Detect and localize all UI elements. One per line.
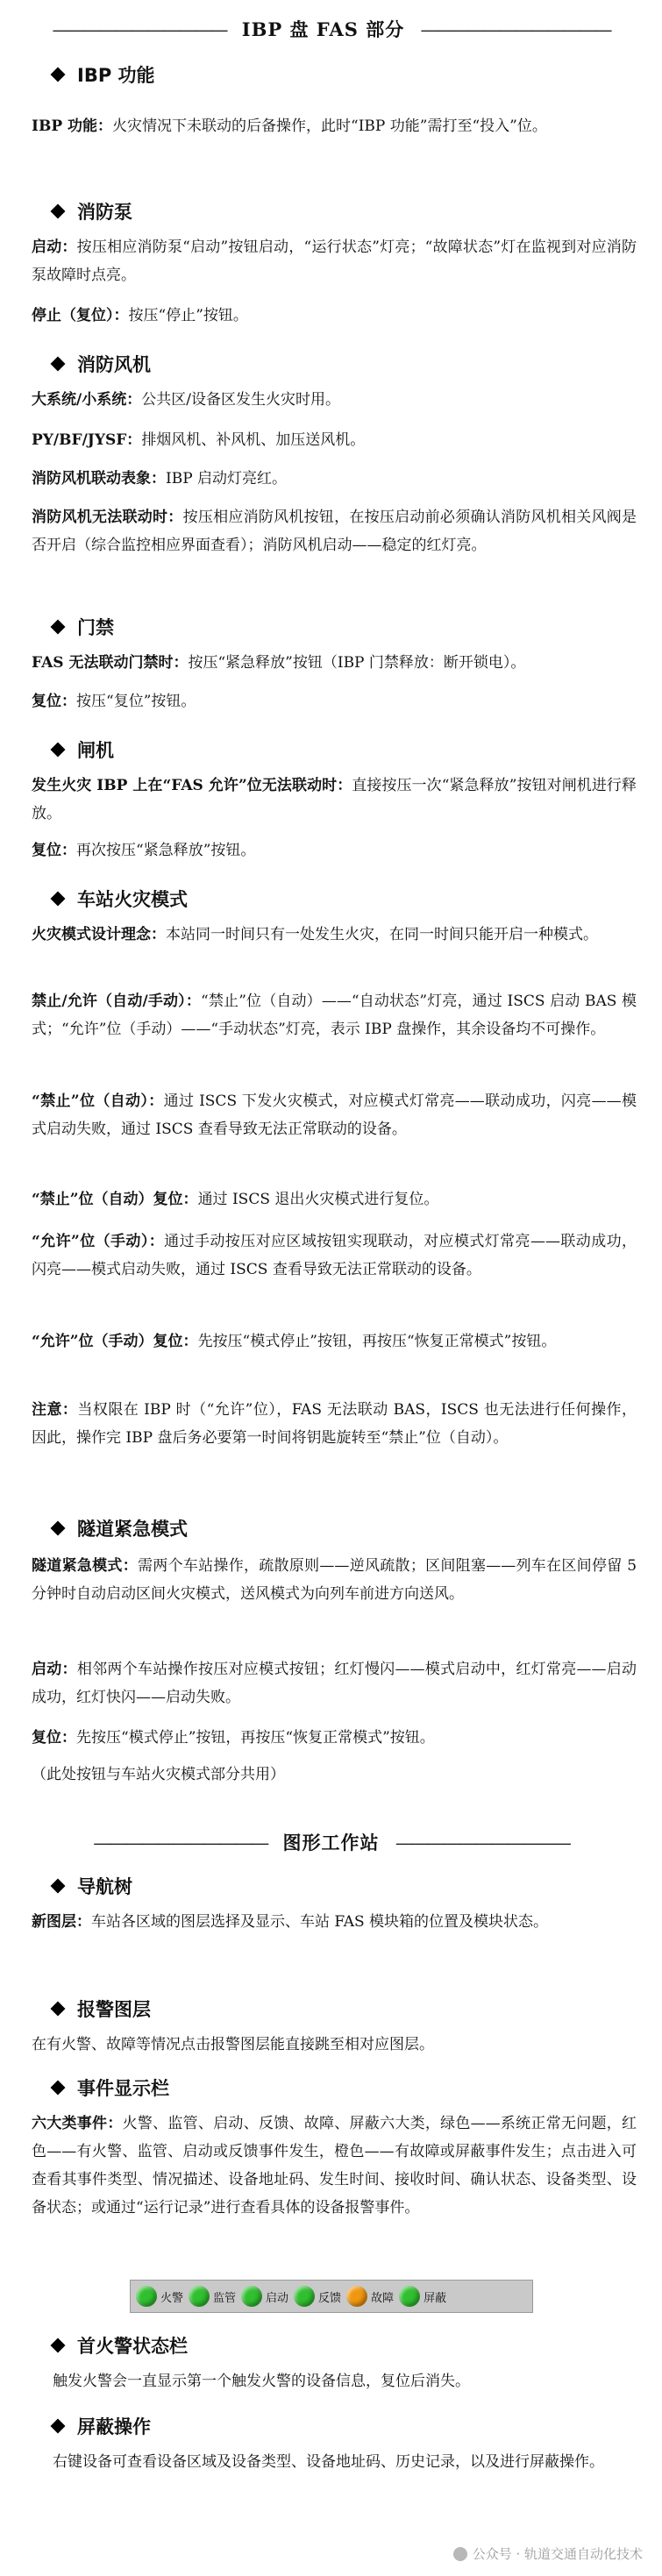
heading-shield-operation: 屏蔽操作 bbox=[53, 2413, 151, 2439]
diamond-bullet-icon bbox=[51, 620, 66, 635]
paragraph-tunnel-note: （此处按钮与车站火灾模式部分共用） bbox=[32, 1766, 285, 1783]
heading-ibp-function: IBP 功能 bbox=[53, 61, 155, 88]
paragraph-event-types: 六大类事件：火警、监管、启动、反馈、故障、屏蔽六大类，绿色——系统正常无问题，红色——有火警、监管、启动或反馈事件发生，橙色——有故障或屏蔽事件发生；点击进入可查看其事件类型、情况描述、设备地址码、发生时间、接收时间、确认状态、设备类型、设备状态；或通过“运行记录”进行查看具体的设备报警事件。 bbox=[32, 2115, 637, 2217]
paragraph-pump-start: 启动：按压相应消防泵“启动”按钮启动，“运行状态”灯亮；“故障状态”灯在监视到对应消防泵故障时点亮。 bbox=[32, 238, 637, 284]
status-dot-icon bbox=[241, 2286, 262, 2307]
paragraph-fan-types: PY/BF/JYSF：排烟风机、补风机、加压送风机。 bbox=[32, 431, 366, 449]
paragraph-ibp-function: IBP 功能：火灾情况下未联动的后备操作，此时“IBP 功能”需打至“投入”位。 bbox=[32, 117, 547, 135]
status-dot-icon bbox=[189, 2286, 210, 2307]
diamond-bullet-icon bbox=[51, 68, 66, 82]
paragraph-door-release: FAS 无法联动门禁时：按压“紧急释放”按钮（IBP 门禁释放：断开锁电）。 bbox=[32, 654, 526, 672]
status-dot-icon bbox=[346, 2286, 367, 2307]
heading-alarm-layer: 报警图层 bbox=[53, 1996, 151, 2022]
paragraph-fan-linkage: 消防风机联动表象：IBP 启动灯亮红。 bbox=[32, 470, 288, 487]
paragraph-shield: 右键设备可查看设备区域及设备类型、设备地址码、历史记录，以及进行屏蔽操作。 bbox=[53, 2453, 604, 2471]
heading-access-control: 门禁 bbox=[53, 614, 114, 640]
event-pill-start[interactable]: 启动 bbox=[241, 2286, 288, 2307]
paragraph-fire-forbid-allow: 禁止/允许（自动/手动）：“禁止”位（自动）——“自动状态”灯亮，通过 ISCS 启动 BAS 模式；“允许”位（手动）——“手动状态”灯亮，表示 IBP 盘操作，其余设备均不可操作。 bbox=[32, 993, 637, 1038]
paragraph-pump-stop: 停止（复位）：按压“停止”按钮。 bbox=[32, 307, 248, 324]
header-rule-left: ——————————— bbox=[52, 19, 226, 40]
paragraph-fire-note: 注意：当权限在 IBP 时（“允许”位），FAS 无法联动 BAS，ISCS 也无法进行任何操作，因此，操作完 IBP 盘后务必要第一时间将钥匙旋转至“禁止”位（自动）。 bbox=[32, 1401, 637, 1447]
status-dot-icon bbox=[136, 2286, 157, 2307]
paragraph-door-reset: 复位：按压“复位”按钮。 bbox=[32, 693, 196, 710]
paragraph-fire-allow-manual: “允许”位（手动）：通过手动按压对应区域按钮实现联动，对应模式灯常亮——联动成功，闪亮——模式启动失败，通过 ISCS 查看导致无法正常联动的设备。 bbox=[32, 1233, 637, 1278]
paragraph-fire-forbid-reset: “禁止”位（自动）复位：通过 ISCS 退出火灾模式进行复位。 bbox=[32, 1191, 439, 1208]
header-rule-right: ———————————— bbox=[420, 19, 610, 40]
event-pill-shield[interactable]: 屏蔽 bbox=[399, 2286, 446, 2307]
diamond-bullet-icon bbox=[51, 743, 66, 758]
paragraph-alarm-layer: 在有火警、故障等情况点击报警图层能直接跳至相对应图层。 bbox=[32, 2036, 434, 2053]
heading-fire-pump: 消防泵 bbox=[53, 198, 132, 224]
diamond-bullet-icon bbox=[51, 2081, 66, 2096]
diamond-bullet-icon bbox=[51, 2419, 66, 2434]
paragraph-nav-layer: 新图层：车站各区域的图层选择及显示、车站 FAS 模块箱的位置及模块状态。 bbox=[32, 1913, 549, 1931]
section-header-ibp-fas bbox=[0, 16, 662, 42]
wechat-icon bbox=[453, 2547, 467, 2561]
paragraph-fan-manual: 消防风机无法联动时：按压相应消防风机按钮，在按压启动前必须确认消防风机相关风阀是否开启（综合监控相应界面查看）；消防风机启动——稳定的红灯亮。 bbox=[32, 509, 637, 554]
event-status-bar bbox=[130, 2280, 533, 2313]
event-pill-fire[interactable]: 火警 bbox=[136, 2286, 183, 2307]
diamond-bullet-icon bbox=[51, 2338, 66, 2353]
diamond-bullet-icon bbox=[51, 204, 66, 219]
heading-nav-tree: 导航树 bbox=[53, 1873, 132, 1899]
heading-fire-fan: 消防风机 bbox=[53, 351, 151, 377]
event-pill-feedback[interactable]: 反馈 bbox=[294, 2286, 341, 2307]
watermark: 公众号 · 轨道交通自动化技术 bbox=[453, 2544, 643, 2563]
paragraph-fire-forbid-auto: “禁止”位（自动）：通过 ISCS 下发火灾模式，对应模式灯常亮——联动成功，闪亮——模式启动失败，通过 ISCS 查看导致无法正常联动的设备。 bbox=[32, 1092, 637, 1138]
diamond-bullet-icon bbox=[51, 357, 66, 372]
paragraph-tunnel-start: 启动：相邻两个车站操作按压对应模式按钮；红灯慢闪——模式启动中，红灯常亮——启动成功，红灯快闪——启动失败。 bbox=[32, 1661, 637, 1706]
status-dot-icon bbox=[399, 2286, 420, 2307]
diamond-bullet-icon bbox=[51, 1521, 66, 1536]
heading-event-bar: 事件显示栏 bbox=[53, 2074, 169, 2101]
header2-rule-right: ——————————— bbox=[395, 1832, 569, 1854]
status-dot-icon bbox=[294, 2286, 315, 2307]
diamond-bullet-icon bbox=[51, 892, 66, 907]
header2-rule-left: ——————————— bbox=[93, 1832, 267, 1854]
paragraph-fire-allow-reset: “允许”位（手动）复位：先按压“模式停止”按钮，再按压“恢复正常模式”按钮。 bbox=[32, 1333, 557, 1350]
heading-tunnel-emergency: 隧道紧急模式 bbox=[53, 1515, 188, 1541]
heading-first-fire-bar: 首火警状态栏 bbox=[53, 2332, 188, 2359]
event-pill-fault[interactable]: 故障 bbox=[346, 2286, 394, 2307]
heading-gate: 闸机 bbox=[53, 737, 114, 763]
paragraph-tunnel-mode: 隧道紧急模式：需两个车站操作，疏散原则——逆风疏散；区间阻塞——列车在区间停留 5 分钟时自动启动区间火灾模式，送风模式为向列车前进方向送风。 bbox=[32, 1557, 637, 1603]
paragraph-gate-release: 发生火灾 IBP 上在“FAS 允许”位无法联动时：直接按压一次“紧急释放”按钮对闸机进行释放。 bbox=[32, 777, 637, 822]
paragraph-first-fire: 触发火警会一直显示第一个触发火警的设备信息，复位后消失。 bbox=[53, 2373, 470, 2390]
paragraph-fan-system: 大系统/小系统：公共区/设备区发生火灾时用。 bbox=[32, 391, 340, 409]
diamond-bullet-icon bbox=[51, 1879, 66, 1894]
section-header-graphics-workstation bbox=[0, 1829, 662, 1855]
paragraph-tunnel-reset: 复位：先按压“模式停止”按钮，再按压“恢复正常模式”按钮。 bbox=[32, 1729, 435, 1747]
paragraph-fire-concept: 火灾模式设计理念：本站同一时间只有一处发生火灾，在同一时间只能开启一种模式。 bbox=[32, 926, 598, 943]
header-title: IBP 盘 FAS 部分 bbox=[241, 18, 405, 40]
heading-station-fire-mode: 车站火灾模式 bbox=[53, 886, 188, 912]
header2-title: 图形工作站 bbox=[282, 1832, 380, 1854]
paragraph-gate-reset: 复位：再次按压“紧急释放”按钮。 bbox=[32, 842, 256, 859]
event-pill-supervise[interactable]: 监管 bbox=[189, 2286, 236, 2307]
diamond-bullet-icon bbox=[51, 2002, 66, 2017]
